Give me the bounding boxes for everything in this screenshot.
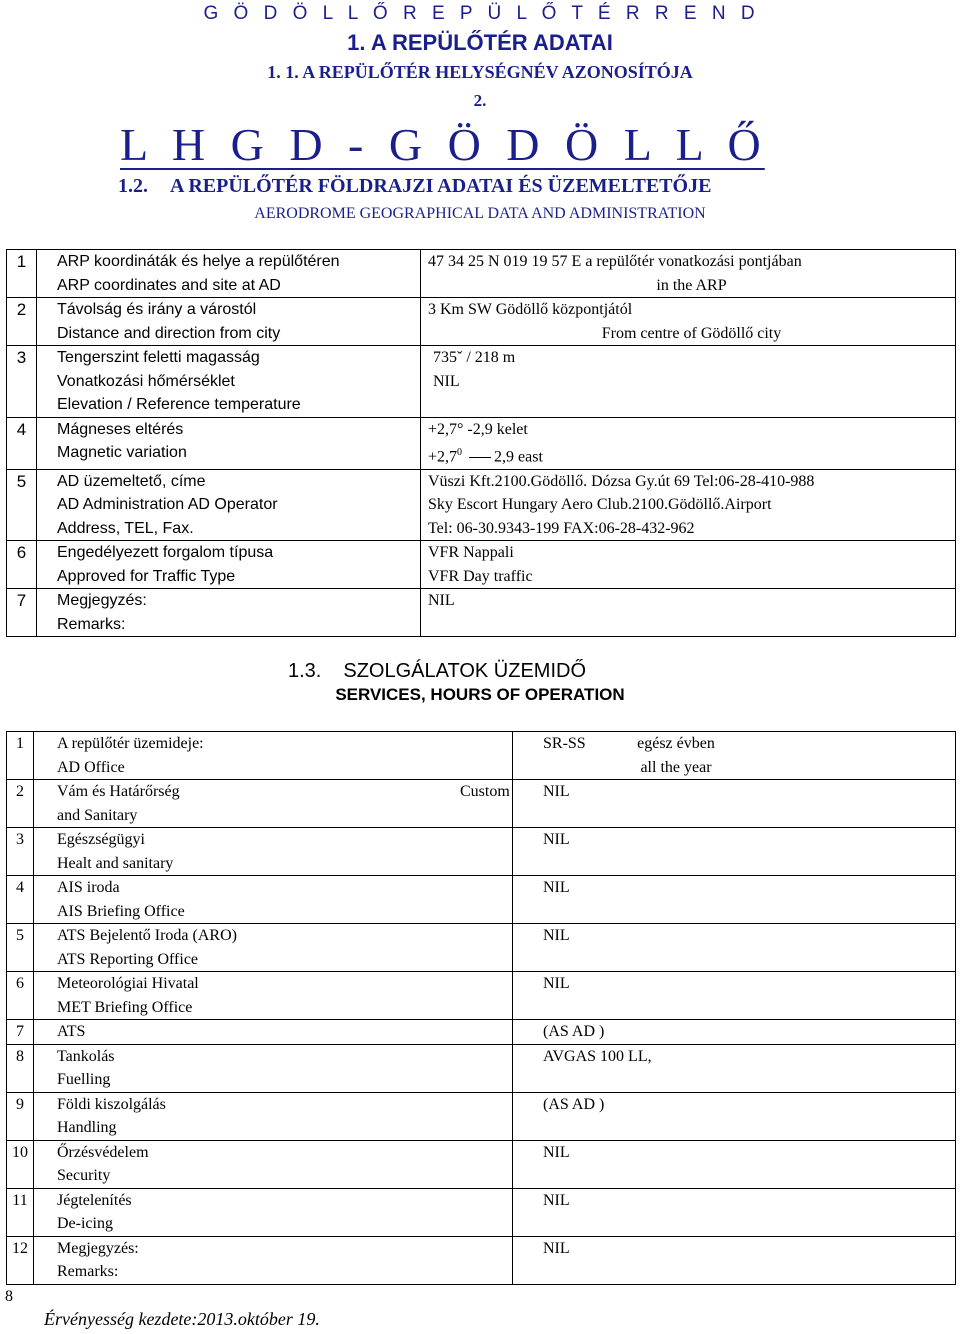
row-number: 5 [7, 469, 37, 541]
table-row [7, 828, 956, 876]
service-value: AVGAS 100 LL, [543, 1047, 652, 1065]
geographical-data-table [6, 249, 956, 637]
label-hu: Vám és Határőrség [57, 783, 180, 800]
row-label [37, 469, 421, 541]
hours-period [621, 732, 731, 779]
table-row [7, 417, 956, 469]
service-value: NIL [543, 1191, 570, 1209]
row-value [513, 1044, 956, 1092]
table-row [7, 298, 956, 346]
value-hu: 3 Km SW Gödöllő központjától [428, 301, 633, 318]
table-row [7, 469, 956, 541]
document-header-line: G Ö D Ö L L Ő R E P Ü L Ő T É R R E N D [203, 3, 757, 24]
value-en: From centre of Gödöllő city [601, 324, 782, 342]
section-1-3-title: SZOLGÁLATOK ÜZEMIDŐ [343, 660, 586, 682]
row-value [513, 972, 956, 1020]
label-en: AD Office [57, 758, 125, 776]
hours-value: SR-SS [543, 735, 586, 752]
table-row [7, 250, 956, 298]
label-hu: ATS Bejelentő Iroda (ARO) [57, 927, 237, 944]
chapter-title: 1. A REPÜLŐTÉR ADATAI [347, 30, 613, 55]
row-label [34, 1236, 513, 1284]
label-hu: Őrzésvédelem [57, 1143, 149, 1161]
row-number: 10 [7, 1140, 34, 1188]
label-en: AIS Briefing Office [57, 902, 185, 920]
row-number: 7 [7, 589, 37, 637]
service-value: NIL [543, 975, 570, 992]
table-row [7, 1236, 956, 1284]
row-label [34, 1092, 513, 1140]
table-row [7, 589, 956, 637]
service-value: (AS AD ) [543, 1023, 605, 1040]
row-value [513, 828, 956, 876]
row-value [513, 876, 956, 924]
row-value [513, 1092, 956, 1140]
row-label [37, 250, 421, 298]
label-hu: AD üzemeltető, címe [57, 472, 206, 490]
row-number: 6 [7, 541, 37, 589]
table-row [7, 780, 956, 828]
row-number: 12 [7, 1236, 34, 1284]
row-label [34, 924, 513, 972]
page-number: 8 [5, 1288, 13, 1305]
label-hu-2: Vonatkozási hőmérséklet [57, 372, 235, 390]
table-row [7, 1020, 956, 1045]
validity-date: Érvényesség kezdete:2013.október 19. [44, 1309, 320, 1329]
label-hu: Megjegyzés: [57, 1239, 139, 1257]
table-row [7, 876, 956, 924]
row-label [34, 972, 513, 1020]
row-number: 2 [7, 780, 34, 828]
row-label [37, 298, 421, 346]
row-label [34, 1044, 513, 1092]
label-hu: Földi kiszolgálás [57, 1095, 166, 1113]
section-1-3-heading [288, 660, 586, 683]
label-hu: Mágneses eltérés [57, 420, 184, 438]
period-hu: egész évben [637, 735, 715, 752]
section-1-1-title: 1. 1. A REPÜLŐTÉR HELYSÉGNÉV AZONOSÍTÓJA [267, 62, 693, 82]
operator-club: Sky Escort Hungary Aero Club.2100.Gödöllő.Airport [428, 496, 772, 514]
row-label [34, 1020, 513, 1045]
variation-east: 2,9 east [494, 448, 543, 466]
row-value [421, 250, 956, 298]
table-row [7, 1092, 956, 1140]
section-1-2-title: A REPÜLŐTÉR FÖLDRAJZI ADATAI ÉS ÜZEMELTETŐJE [170, 175, 712, 197]
table-row [7, 972, 956, 1020]
temperature-value: NIL [433, 372, 460, 390]
row-number: 8 [7, 1044, 34, 1092]
label-en: Distance and direction from city [57, 324, 281, 342]
row-number: 4 [7, 417, 37, 469]
label-hu: Meteorológiai Hivatal [57, 975, 199, 992]
row-value [513, 780, 956, 828]
row-number: 9 [7, 1092, 34, 1140]
variation-en [428, 441, 955, 469]
label-en: Healt and sanitary [57, 854, 174, 872]
row-number: 1 [7, 250, 37, 298]
period-en: all the year [640, 758, 712, 776]
label-hu: Egészségügyi [57, 831, 145, 848]
operator-phone: Tel: 06-30.9343-199 FAX:06-28-432-962 [428, 519, 695, 537]
label-hu: Jégtelenítés [57, 1191, 132, 1209]
section-1-2-number: 1.2. [118, 175, 148, 197]
custom-label: Custom [460, 783, 510, 800]
label-en: Security [57, 1167, 111, 1184]
row-value [421, 417, 956, 469]
service-value: (AS AD ) [543, 1095, 605, 1113]
row-label [34, 1140, 513, 1188]
row-value [421, 541, 956, 589]
dash-line [469, 457, 491, 458]
section-1-3-title-en: SERVICES, HOURS OF OPERATION [335, 685, 625, 704]
row-number: 7 [7, 1020, 34, 1045]
label-hu: Megjegyzés: [57, 592, 147, 610]
remarks-value: NIL [428, 592, 455, 610]
label-en: Elevation / Reference temperature [57, 396, 301, 413]
label-hu: ARP koordináták és helye a repülőtéren [57, 253, 340, 270]
service-value: NIL [543, 927, 570, 944]
label-en: Remarks: [57, 1263, 119, 1280]
variation-hu: +2,7° -2,9 kelet [428, 420, 528, 438]
section-number: 2. [473, 91, 487, 110]
row-number: 11 [7, 1188, 34, 1236]
service-value: NIL [543, 831, 570, 848]
label-en: AD Administration AD Operator [57, 496, 278, 514]
label-en: Fuelling [57, 1071, 111, 1088]
row-value [513, 924, 956, 972]
section-1-2-heading [118, 175, 711, 198]
table-row [7, 924, 956, 972]
row-label [34, 1188, 513, 1236]
traffic-en: VFR Day traffic [428, 567, 533, 585]
aerodrome-identifier: L H G D - G Ö D Ö L L Ő [120, 119, 765, 170]
service-value: NIL [543, 1239, 570, 1257]
label-en-2: Address, TEL, Fax. [57, 519, 194, 537]
service-value: NIL [543, 1143, 570, 1161]
row-value [421, 298, 956, 346]
label-hu: A repülőtér üzemideje: [57, 735, 204, 752]
label-en: ARP coordinates and site at AD [57, 276, 281, 294]
row-number: 3 [7, 828, 34, 876]
value-en: in the ARP [656, 276, 727, 294]
elevation-value: 735ˇ / 218 m [433, 349, 516, 366]
table-row [7, 1188, 956, 1236]
label-en: Approved for Traffic Type [57, 567, 236, 585]
row-number: 5 [7, 924, 34, 972]
label-en: Remarks: [57, 615, 126, 633]
row-label [37, 589, 421, 637]
label-hu: Engedélyezett forgalom típusa [57, 544, 274, 562]
row-label [37, 541, 421, 589]
label-hu: ATS [57, 1023, 86, 1040]
row-value [513, 732, 956, 780]
row-number: 3 [7, 346, 37, 418]
row-value [421, 346, 956, 418]
section-1-2-title-en: AERODROME GEOGRAPHICAL DATA AND ADMINISTRATION [254, 205, 706, 222]
row-label [34, 828, 513, 876]
row-label [34, 780, 513, 828]
section-1-3-number: 1.3. [288, 660, 322, 682]
services-table [6, 731, 956, 1285]
row-value [421, 589, 956, 637]
operator-address: Vüszi Kft.2100.Gödöllő. Dózsa Gy.út 69 Tel:06-28-410-988 [428, 472, 815, 490]
value-hu: 47 34 25 N 019 19 57 E a repülőtér vonatkozási pontjában [428, 253, 802, 270]
table-row [7, 732, 956, 780]
row-number: 4 [7, 876, 34, 924]
label-hu: Tengerszint feletti magasság [57, 349, 260, 366]
row-label [34, 732, 513, 780]
row-value [421, 469, 956, 541]
row-number: 6 [7, 972, 34, 1020]
service-value: NIL [543, 783, 570, 800]
label-hu: Távolság és irány a várostól [57, 301, 257, 318]
service-value: NIL [543, 879, 570, 896]
label-en: Magnetic variation [57, 444, 187, 461]
label-hu: AIS iroda [57, 879, 120, 896]
label-en: De-icing [57, 1215, 113, 1232]
row-value [513, 1188, 956, 1236]
traffic-hu: VFR Nappali [428, 544, 514, 562]
table-row [7, 1140, 956, 1188]
row-label [34, 876, 513, 924]
label-en: and Sanitary [57, 806, 138, 824]
row-number: 1 [7, 732, 34, 780]
label-en: MET Briefing Office [57, 998, 193, 1016]
row-label [37, 417, 421, 469]
label-en: ATS Reporting Office [57, 950, 199, 968]
row-value [513, 1020, 956, 1045]
variation-value: +2,7 [428, 448, 458, 466]
row-label [37, 346, 421, 418]
label-en: Handling [57, 1119, 117, 1136]
table-row [7, 1044, 956, 1092]
label-hu: Tankolás [57, 1047, 115, 1065]
row-value [513, 1140, 956, 1188]
table-row [7, 541, 956, 589]
table-row [7, 346, 956, 418]
degree-mark: 0 [457, 447, 463, 458]
row-value [513, 1236, 956, 1284]
row-number: 2 [7, 298, 37, 346]
